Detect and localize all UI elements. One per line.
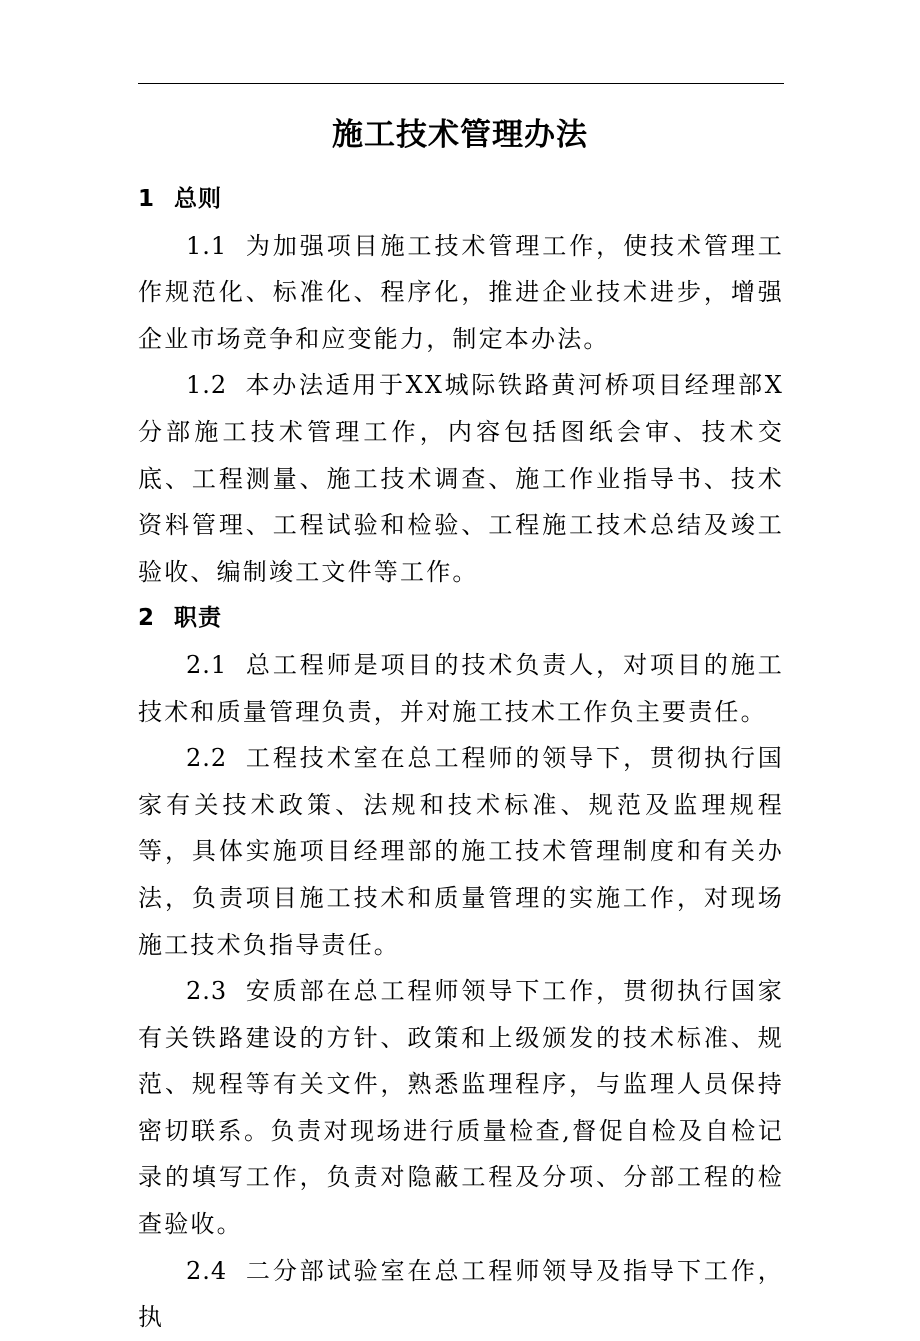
clause-number: 2.2 — [186, 744, 228, 773]
section-heading-duties — [138, 595, 784, 642]
clause-2-1 — [138, 642, 784, 735]
clause-number: 2.3 — [186, 977, 228, 1006]
section-number: 1 — [138, 186, 156, 212]
clause-text: 安质部在总工程师领导下工作，贯彻执行国家有关铁路建设的方针、政策和上级颁发的技术标准、规范、规程等有关文件，熟悉监理程序，与监理人员保持密切联系。负责对现场进行质量检查,督促自检及自检记录的填写工作，负责对隐蔽工程及分项、分部工程的检查验收。 — [138, 977, 784, 1239]
section-heading-general — [138, 176, 784, 223]
clause-text: 工程技术室在总工程师的领导下，贯彻执行国家有关技术政策、法规和技术标准、规范及监理规程等，具体实施项目经理部的施工技术管理制度和有关办法，负责项目施工技术和质量管理的实施工作，对现场施工技术负指导责任。 — [138, 744, 784, 959]
clause-number: 1.1 — [186, 231, 228, 260]
clause-text: 本办法适用于XX城际铁路黄河桥项目经理部X分部施工技术管理工作，内容包括图纸会审、技术交底、工程测量、施工技术调查、施工作业指导书、技术资料管理、工程试验和检验、工程施工技术总结及竣工验收、编制竣工文件等工作。 — [138, 371, 784, 586]
document-title: 施工技术管理办法 — [332, 117, 588, 153]
document-body — [138, 176, 784, 1341]
clause-2-2 — [138, 735, 784, 968]
clause-1-2 — [138, 362, 784, 595]
clause-text: 为加强项目施工技术管理工作，使技术管理工作规范化、标准化、程序化，推进企业技术进步，增强企业市场竞争和应变能力，制定本办法。 — [138, 231, 784, 353]
clause-text: 总工程师是项目的技术负责人，对项目的施工技术和质量管理负责，并对施工技术工作负主要责任。 — [138, 650, 784, 726]
clause-2-4 — [138, 1248, 784, 1341]
header-rule — [138, 83, 784, 84]
section-title: 职责 — [174, 605, 222, 632]
section-number: 2 — [138, 605, 156, 632]
clause-number: 1.2 — [186, 371, 228, 400]
clause-number: 2.4 — [186, 1256, 228, 1285]
clause-text: 二分部试验室在总工程师领导及指导下工作，执 — [138, 1256, 784, 1332]
clause-2-3 — [138, 968, 784, 1248]
clause-number: 2.1 — [186, 650, 228, 679]
clause-1-1 — [138, 223, 784, 363]
section-title: 总则 — [174, 186, 222, 212]
